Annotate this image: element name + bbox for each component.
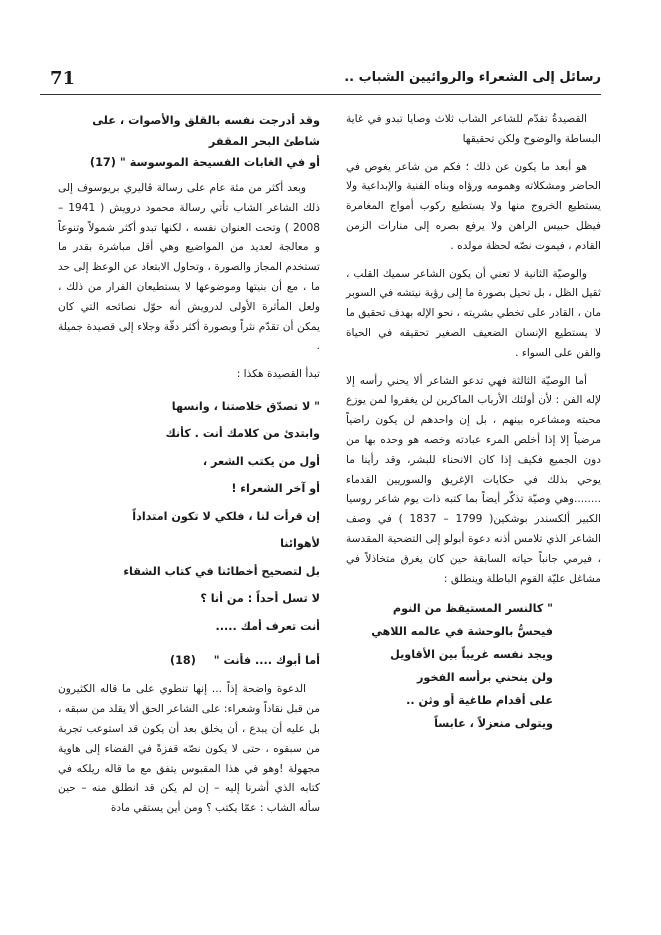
left-column	[58, 110, 320, 827]
pushkin-poem	[346, 597, 601, 735]
page-number: 71	[50, 68, 76, 89]
heading-line: أو في الغابات الفسيحة الموسوسة " (17)	[89, 156, 320, 169]
footnote-ref: (18)	[170, 654, 196, 668]
paragraph: أما الوصيّة الثالثة فهي تدعو الشاعر ألا يحني رأسه إلا لإله الفن : لأن أولئك الأرباب الماكرين لن يغفروا لمن يوزع محبته ومشاعره بينهم ، بل إن واحدهم لن يكون راضياً مرضياً إلا إذا أخلص المرء عبادته وخصه هو وحده بها من دون الجميع فكيف إذا كان الانحناء للبشر، وقد رأينا ما يوحي بذلك في حكايات الإغريق والسوريين القدماء ........وهي وصيّة تذكّر أيضاً بما كتبه ذات يوم شاعر روسيا الكبير ألكسندر بوشكين( 1799 – 1837 ) في وصف الشاعر الذي تلامس أذنه دعوة أبولو إلى التضحية المقدسة ، فيرمي جانباً حياته السابقة حين كان يغرق متخاذلاً في مشاغل عليّة القوم الباطلة وينطلق :	[346, 374, 601, 585]
poem-intro: تبدأ القصيدة هكذا :	[236, 368, 320, 381]
poem-line: بل لتصحيح أخطائنا في كتاب الشقاء	[123, 564, 320, 578]
paragraph: القصيدةُ تقدّم للشاعر الشاب ثلاث وصايا تبدو في غاية البساطة والوضوح ولكن تحقيقها	[346, 113, 601, 145]
poem-last-line	[58, 648, 320, 674]
poem-line: وابتدئ من كلامك أنت . كأنك	[165, 427, 320, 441]
poem-line: إن قرأت لنا ، فلكي لا تكون امتداداً	[132, 509, 320, 523]
darwish-poem	[58, 393, 320, 641]
right-column	[346, 110, 601, 743]
poem-line: أول من يكتب الشعر ،	[202, 454, 320, 468]
poem-line: أما أبوك .... فأنت "	[213, 654, 320, 668]
poem-line: أو آخر الشعراء !	[231, 482, 320, 496]
poem-line: ويجد نفسه غريباً بين الأقاويل	[390, 648, 553, 662]
poem-line: فيحسُّ بالوحشة في عالمه اللاهي	[371, 625, 553, 639]
paragraph: والوصيّة الثانية لا تعني أن يكون الشاعر سميك القلب ، ثقيل الظل ، بل تحيل بصورة ما إلى رؤية نيتشه في السوبر مان ، القادر على تخطي بشريته ، نحو الإله بهدف تحقيق ما لا يستطيع الإنسان الضعيف الصغير تحقيقه في الحياة والفن على السواء .	[346, 267, 601, 359]
poem-line: ويتولى منعزلاً ، عابساً	[434, 717, 553, 731]
paragraph: هو أبعد ما يكون عن ذلك ؛ فكم من شاعر يغوص في الحاضر ومشكلاته وهمومه ورؤاه وبناه الفنية والإبداعية ولا يستطيع الخروج منها ولا يستطيع ركوب أمواج المغامرة فيظل حبيس الراهن ولا يرفع بصره إلى منارات الزمن القادم ، فيموت نصّه لحظة مولده .	[346, 160, 601, 252]
poem-line: لا تسل أحداً : من أنا ؟	[200, 592, 320, 606]
page-header	[40, 68, 601, 95]
running-title: رسائل إلى الشعراء والروائيين الشباب ..	[344, 70, 601, 85]
poem-line: " لا تصدّق خلاصتنا ، وانسها	[171, 399, 320, 413]
poem-continuation-heading	[58, 110, 320, 173]
poem-line: على أقدام طاغية أو وثن ..	[406, 694, 553, 708]
heading-line: وقد أدرجت نفسه بالقلق والأصوات ، على	[92, 114, 320, 127]
paragraph: وبعد أكثر من مئة عام على رسالة ڤاليري بريوسوف إلى ذلك الشاعر الشاب تأتي رسالة محمود درويش ( 1941 – 2008 ) وتحت العنوان نفسه ، لكنها تبدو أكثر شمولاً وتنوعاً و معالجة لعديد من المواضيع وهي أقل مباشرة بقدر ما تستخدم المجاز والصورة ، وتحاول الابتعاد عن الوعظ إلى حد ما ، مع أن بنيتها وموضوعها لا يستطيعان الفرار من ذلك ، ولعل المأثرة الأولى لدرويش أنه حوّل نصائحه التي كان يمكن أن تقدّم نثراً وبصورة أكثر دقّة وجلاء إلى قصيدة جميلة .	[58, 182, 320, 353]
heading-line: شاطئ البحر المقفر	[208, 135, 320, 148]
poem-line: " كالنسر المستيقظ من النوم	[392, 602, 553, 616]
poem-line: ولن ينحني برأسه الفخور	[416, 671, 553, 685]
poem-line: أنت تعرف أمك .....	[215, 619, 320, 633]
poem-line: لأهوائنا	[280, 537, 320, 551]
paragraph: الدعوة واضحة إذاً ... إنها تنطوي على ما قاله الكثيرون من قبل نقاداً وشعراء: على الشاعر الحق ألا يقلد من سبقه ، بل عليه أن يبدع ، أن يخلق بعد أن يكون قد استوعب تجربة من سبقوه ، حتى لا يكون نصّه قفزةً في الفضاء إلى هاوية مجهولة !وهو في هذا المقبوس يتفق مع ما قاله ريلكه في كتابه الذي أشرنا إليه – إن لم يكن قد انطلق منه – حين سأله الشاب : عمّا يكتب ؟ ومن أين يستقي مادة	[58, 683, 320, 815]
